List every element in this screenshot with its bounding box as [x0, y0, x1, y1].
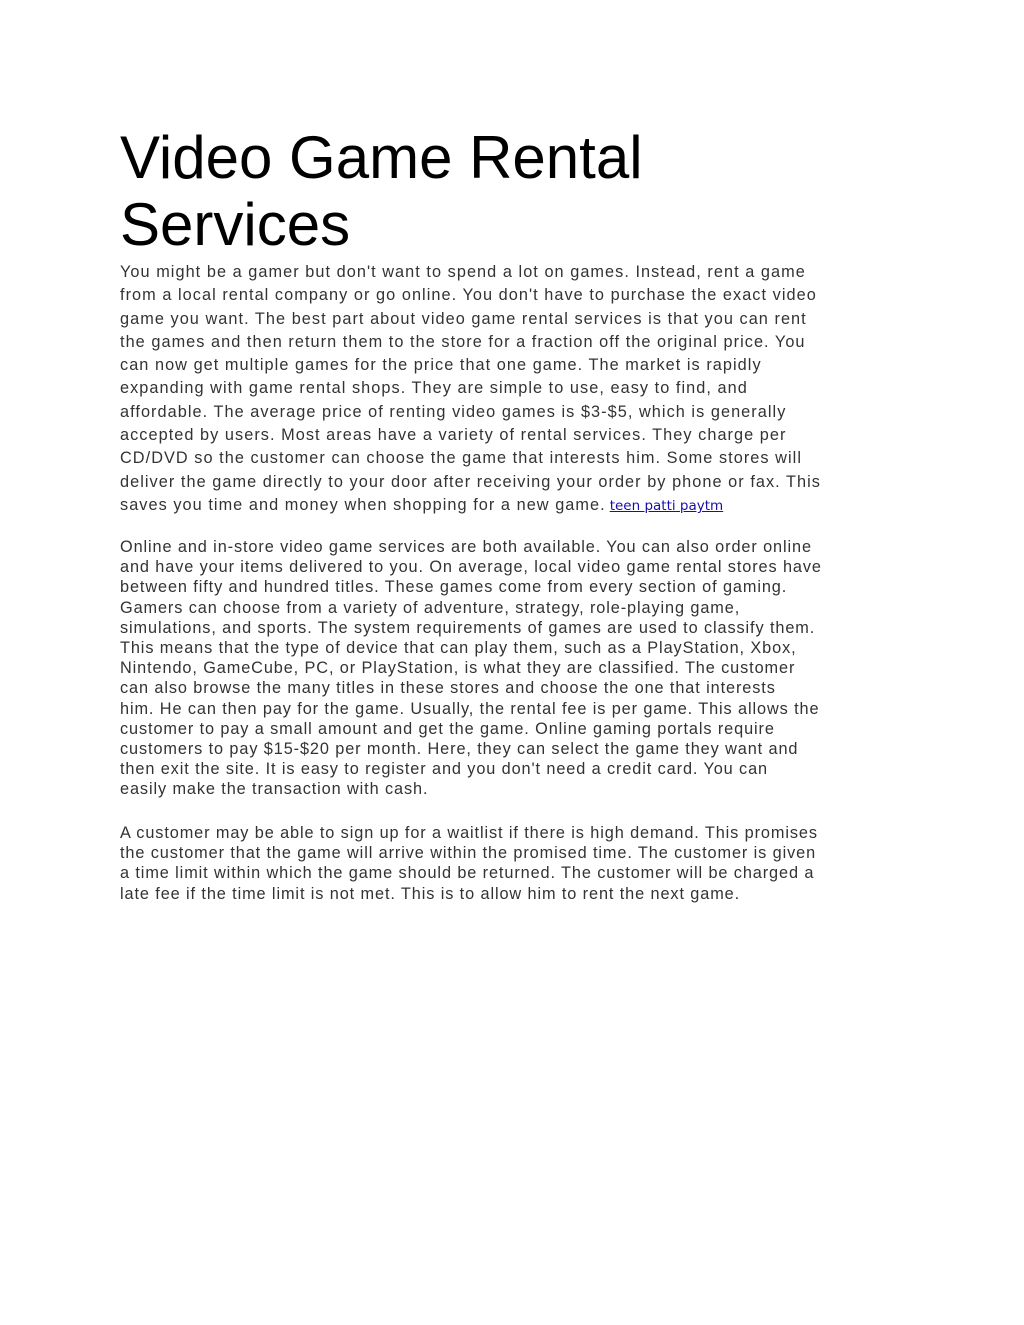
text-line: This means that the type of device that can play them, such as a PlayStation, Xbox, [120, 639, 797, 658]
text-line: deliver the game directly to your door after receiving your order by phone or fax. This [120, 472, 821, 491]
text-line: the games and then return them to the store for a fraction off the original price. You [120, 332, 806, 351]
title-line: Video Game Rental [120, 124, 643, 191]
text-line: can now get multiple games for the price that one game. The market is rapidly [120, 356, 762, 375]
text-line: You might be a gamer but don't want to spend a lot on games. Instead, rent a game [120, 263, 806, 281]
document-title [120, 124, 820, 258]
text-line: late fee if the time limit is not met. This is to allow him to rent the next game. [120, 884, 741, 903]
text-line: saves you time and money when shopping for a new game. [120, 495, 606, 514]
text-line: simulations, and sports. The system requirements of games are used to classify them. [120, 618, 816, 637]
text-line: Gamers can choose from a variety of adventure, strategy, role-playing game, [120, 598, 741, 617]
text-line: customers to pay $15-$20 per month. Here, they can select the game they want and [120, 740, 799, 759]
text-line: affordable. The average price of renting video games is $3-$5, which is generally [120, 402, 787, 421]
text-line: game you want. The best part about video game rental services is that you can rent [120, 309, 807, 328]
text-line: Online and in-store video game services are both available. You can also order online [120, 538, 812, 556]
text-line: Nintendo, GameCube, PC, or PlayStation, is what they are classified. The customer [120, 659, 796, 678]
text-line: A customer may be able to sign up for a waitlist if there is high demand. This promises [120, 824, 818, 842]
text-line: can also browse the many titles in these stores and choose the one that interests [120, 679, 776, 698]
paragraph-waitlist [120, 823, 920, 904]
title-line: Services [120, 191, 351, 258]
text-line: CD/DVD so the customer can choose the game that interests him. Some stores will [120, 449, 802, 468]
paragraph-intro [120, 261, 910, 518]
text-line: customer to pay a small amount and get the game. Online gaming portals require [120, 719, 775, 738]
paragraph-services [120, 537, 920, 800]
text-line: a time limit within which the game should be returned. The customer will be charged a [120, 864, 815, 883]
text-line: between fifty and hundred titles. These games come from every section of gaming. [120, 578, 788, 597]
text-line: from a local rental company or go online. You don't have to purchase the exact video [120, 286, 817, 305]
text-line: accepted by users. Most areas have a variety of rental services. They charge per [120, 426, 787, 445]
text-line: him. He can then pay for the game. Usually, the rental fee is per game. This allows the [120, 699, 820, 718]
teen-patti-paytm-link[interactable]: teen patti paytm [609, 497, 724, 514]
text-line-with-link [120, 494, 910, 518]
text-line: the customer that the game will arrive within the promised time. The customer is given [120, 844, 817, 863]
text-line: then exit the site. It is easy to register and you don't need a credit card. You can [120, 760, 769, 779]
text-line: easily make the transaction with cash. [120, 780, 429, 799]
text-line: expanding with game rental shops. They are simple to use, easy to find, and [120, 379, 748, 398]
text-line: and have your items delivered to you. On average, local video game rental stores have [120, 558, 822, 577]
